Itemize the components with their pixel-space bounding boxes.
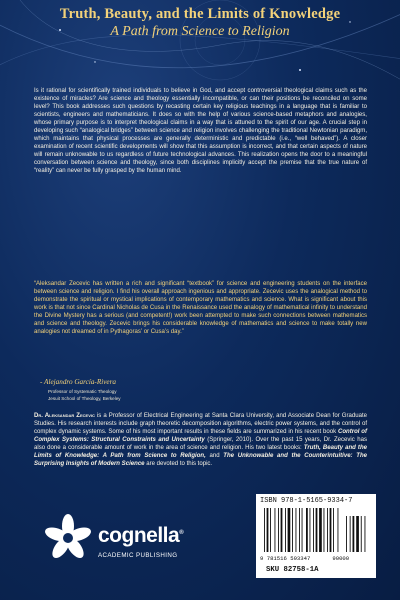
publisher-name bbox=[98, 524, 183, 548]
publisher-tagline: ACADEMIC PUBLISHING bbox=[98, 552, 178, 559]
author-bio-text-4: are devoted to this topic. bbox=[144, 461, 213, 467]
barcode-number: 9 781516 593347 bbox=[260, 555, 311, 562]
endorsement-quote: “Aleksandar Zecevic has written a rich and significant “textbook” for science and engineering students on the interface between science and religion. I find his overall approach ingenious and appropriate. Zecevic uses the analogical method to demonstrate the spiritual or mystical implications of contemporary mathematics and science. What is significant about this work is that not since Cardinal Nicholas de Cusa in the Renaissance used the analogy of mathematical infinity to understand the Divine Mystery has a serious (and competent!) work been attempted to make such connections between mathematics and science and theology. Zecevic brings his considerable knowledge of mathematics and science to make totally new analogies not dreamed of in Pythagoras’ or Cusa’s day.” bbox=[34, 281, 367, 335]
author-bio-text-2: (Springer, 2010). Over the past 15 years, Dr. Zecevic has also done a considerable amount of work in the area of science and religion. His two latest books: bbox=[34, 437, 367, 451]
book-description: Is it rational for scientifically trained individuals to believe in God, and accept controversial theological claims such as the existence of miracles? Are science and theology essentially incompatible, or can their positions be reconciled on some level? This book addresses such questions by recasting certain key religious teachings in a language that is familiar to scientists, engineers and mathematicians. It does so with the help of various science-based metaphors and analogies, whose primary purpose is to interpret theological claims in a way that is attuned to the spirit of our age. A crucial step in developing such “analogical bridges” between science and religion involves challenging the traditional Newtonian paradigm, which maintains that physical processes are generally deterministic and predictable (i.e., “well behaved”). A closer examination of recent scientific developments will show that this assumption is incorrect, and that certain aspects of nature will remain unknowable to us regardless of future technological advances. This realization opens the door to a meaningful conversation between science and theology, since both disciplines implicitly accept the premise that the true nature of “reality” can never be fully grasped by the human mind. bbox=[34, 88, 367, 174]
sku-text: SKU 82758-1A bbox=[266, 566, 319, 574]
isbn-text: ISBN 978-1-5165-9334-7 bbox=[260, 497, 353, 505]
book-reference-3: The Unknowable and the Counterintuitive: The Surprising Insights of Modern Science bbox=[34, 453, 368, 467]
barcode-icon bbox=[262, 508, 372, 554]
endorser-title: Professor of Systematic Theology bbox=[48, 389, 117, 394]
author-bio bbox=[34, 412, 367, 468]
barcode-addon: 90000 bbox=[332, 555, 350, 562]
book-reference-1: Control of Complex Systems: Structural Constraints and Uncertainty bbox=[34, 429, 367, 443]
author-bio-text-1: is a Professor of Electrical Engineering at Santa Clara University, and Associate Dean for Graduate Studies. His research interests include graph theoretic decomposition algorithms, electric power systems, and the control of complex dynamic systems. Some of his most important results in these fields are summarized in his recent book bbox=[34, 413, 368, 435]
book-subtitle: A Path from Science to Religion bbox=[110, 24, 290, 39]
endorser-affiliation: Jesuit School of Theology, Berkeley bbox=[48, 396, 121, 401]
author-bio-text-3: and bbox=[205, 453, 224, 459]
publisher-name-text: cognella bbox=[98, 524, 180, 547]
endorser-name: - Alejandro García-Rivera bbox=[40, 378, 116, 386]
book-reference-2: Truth, Beauty and the Limits of Knowledge: A Path from Science to Religion, bbox=[34, 445, 367, 459]
barcode-digits bbox=[260, 555, 349, 562]
trademark-symbol: ® bbox=[179, 530, 184, 536]
book-title: Truth, Beauty, and the Limits of Knowledge bbox=[59, 6, 341, 22]
author-name: Dr. Aleksandar Zecevic bbox=[34, 413, 95, 419]
